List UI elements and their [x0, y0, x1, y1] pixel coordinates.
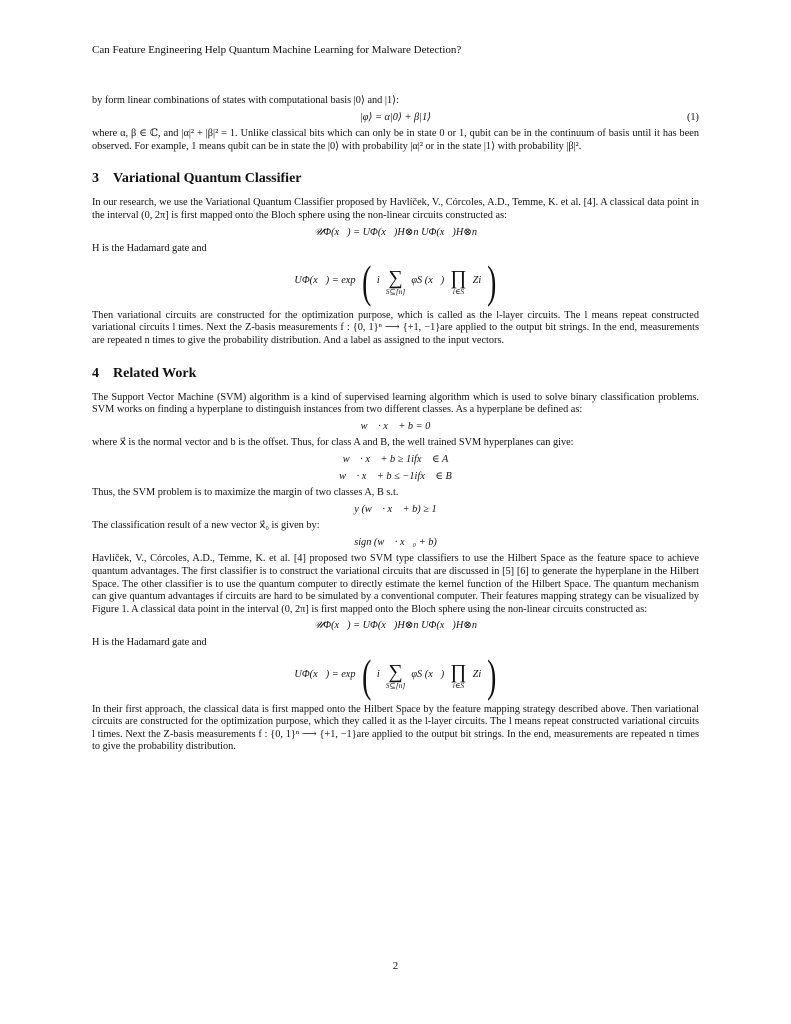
- equation-1-number: (1): [686, 111, 699, 123]
- section-4-paragraph-5: Havlíček, V., Córcoles, A.D., Temme, K. et al. [4] proposed two SVM type classifiers to use the Hilbert Space as the feature space to achieve quantum advantages. The first classifier is to construct the variational circuits that are discussed in [5] [6] to generate the hyperplane in the Hilbert Space. The other classifier is to use the quantum computer to directly estimate the kernel function of the Hilbert Space. The quantum mechanism can give quantum advantages if circuits are hard to be simulated by a conventional computer. Their features mapping strategy can be visualized by Figure 1. A classical data point in the interval (0, 2π] is first mapped onto the Bloch sphere using the non-linear circuits constructed as:: [92, 553, 699, 615]
- sum-subscript: S⊆[n]: [385, 286, 406, 296]
- equation-u-phi-phi: φS (x⃗): [411, 275, 445, 287]
- right-paren-glyph-2: ): [487, 649, 497, 701]
- page-content: [92, 95, 699, 754]
- section-4-title: Related Work: [113, 365, 197, 381]
- equation-u-phi-2-phi: φS (x⃗): [411, 669, 445, 681]
- sum-subscript-2: S⊆[n]: [385, 680, 406, 690]
- equation-u-phi-2-lhs: UΦ(x⃗) = exp: [294, 669, 356, 681]
- section-4-paragraph-3: Thus, the SVM problem is to maximize the margin of two classes A, B s.t.: [92, 487, 399, 499]
- running-header: Can Feature Engineering Help Quantum Machine Learning for Malware Detection?: [92, 44, 462, 56]
- equation-u-phi-z: Zi: [472, 275, 482, 287]
- equation-u-phi-2: [92, 649, 699, 701]
- product-operator-2: [450, 662, 466, 690]
- sum-operator-2: [386, 662, 406, 690]
- equation-margin: y (w⃗ · x⃗ + b) ≥ 1: [354, 503, 437, 515]
- equation-u-phi-lhs: UΦ(x⃗) = exp: [294, 275, 356, 287]
- left-paren-glyph-2: (: [361, 649, 371, 701]
- product-operator: [450, 268, 466, 296]
- intro-paragraph-1: by form linear combinations of states with computational basis |0⟩ and |1⟩:: [92, 95, 399, 106]
- section-3-title: Variational Quantum Classifier: [113, 171, 302, 187]
- equation-sign: sign (w⃗ · x⃗₀ + b): [354, 536, 437, 548]
- equation-u-phi-i: i: [376, 275, 380, 287]
- section-4-paragraph-1: The Support Vector Machine (SVM) algorithm is a kind of supervised learning algorithm which is used to solve binary classification problems. SVM works on finding a hyperplane to distinguish instances from two different classes. As a hyperplane be defined as:: [92, 391, 699, 416]
- intro-paragraph-2: where α, β ∈ ℂ, and |α|² + |β|² = 1. Unlike classical bits which can only be in state 0 or 1, qubit can be in the continuum of basis until it has been observed. For example, 1 means qubit can be in state the |0⟩ with probability |α|² or in the state |1⟩ with probability |β|².: [92, 128, 699, 152]
- sum-symbol-glyph: ∑: [388, 266, 403, 289]
- equation-feature-map-2: 𝒰Φ(x⃗) = UΦ(x⃗)H⊗n UΦ(x⃗)H⊗n: [313, 620, 478, 632]
- equation-class-b: w⃗ · x⃗ + b ≤ −1ifx⃗ ∈ B: [339, 470, 452, 482]
- equation-feature-map: 𝒰Φ(x⃗) = UΦ(x⃗)H⊗n UΦ(x⃗)H⊗n: [313, 226, 478, 238]
- right-paren-glyph: ): [487, 255, 497, 307]
- section-4-paragraph-6: H is the Hadamard gate and: [92, 637, 207, 649]
- sum-operator: [386, 268, 406, 296]
- section-4-paragraph-2: where x⃗ is the normal vector and b is the offset. Thus, for class A and B, the well trained SVM hyperplanes can give:: [92, 437, 574, 449]
- equation-u-phi-2-z: Zi: [472, 669, 482, 681]
- section-3-heading: [92, 171, 699, 187]
- product-subscript: i∈S: [452, 286, 465, 296]
- equation-1-body: |φ⟩ = α|0⟩ + β|1⟩: [359, 111, 432, 123]
- section-4-heading: [92, 366, 699, 382]
- product-symbol-glyph: ∏: [450, 266, 467, 289]
- section-3-paragraph-1: In our research, we use the Variational Quantum Classifier proposed by Havlíček, V., Córcoles, A.D., Temme, K. et al. [4]. A classical data point in the interval (0, 2π] is first mapped onto the Bloch sphere using the non-linear circuits constructed as:: [92, 197, 699, 221]
- section-3-number: 3: [92, 171, 99, 187]
- product-symbol-glyph-2: ∏: [450, 660, 467, 683]
- equation-u-phi-2-i: i: [376, 669, 380, 681]
- left-paren-glyph: (: [361, 255, 371, 307]
- section-4-paragraph-4: The classification result of a new vector x⃗₀ is given by:: [92, 520, 320, 532]
- section-4-paragraph-7: In their first approach, the classical data is first mapped onto the Hilbert Space by the feature mapping strategy described above. Then variational circuits are constructed for the optimization purpose, which they called it as the l-layer circuits. The l means repeat constructed variational circuits l times. Next the Z-basis measurements f : {0, 1}ⁿ ⟶ {+1, −1}are applied to the output bit strings. In the end, measurements are repeated n times to give the probability distribution.: [92, 703, 699, 753]
- equation-1: [92, 112, 699, 125]
- section-4-number: 4: [92, 365, 99, 381]
- equation-u-phi: [92, 255, 699, 307]
- sum-symbol-glyph-2: ∑: [388, 660, 403, 683]
- section-3-paragraph-2: H is the Hadamard gate and: [92, 243, 207, 255]
- section-3-paragraph-3: Then variational circuits are constructed for the optimization purpose, which is called as the l-layer circuits. The l means repeat constructed variational circuits l times. Next the Z-basis measurements f : {0, 1}ⁿ ⟶ {+1, −1}are applied to the output bit strings. In the end, measurements are repeated n times to give the probability distribution. And a label as assigned to the input vectors.: [92, 309, 699, 346]
- equation-hyperplane: w⃗ · x⃗ + b = 0: [360, 420, 431, 432]
- page-number: 2: [392, 960, 399, 972]
- product-subscript-2: i∈S: [452, 680, 465, 690]
- equation-class-a: w⃗ · x⃗ + b ≥ 1ifx⃗ ∈ A: [342, 453, 449, 465]
